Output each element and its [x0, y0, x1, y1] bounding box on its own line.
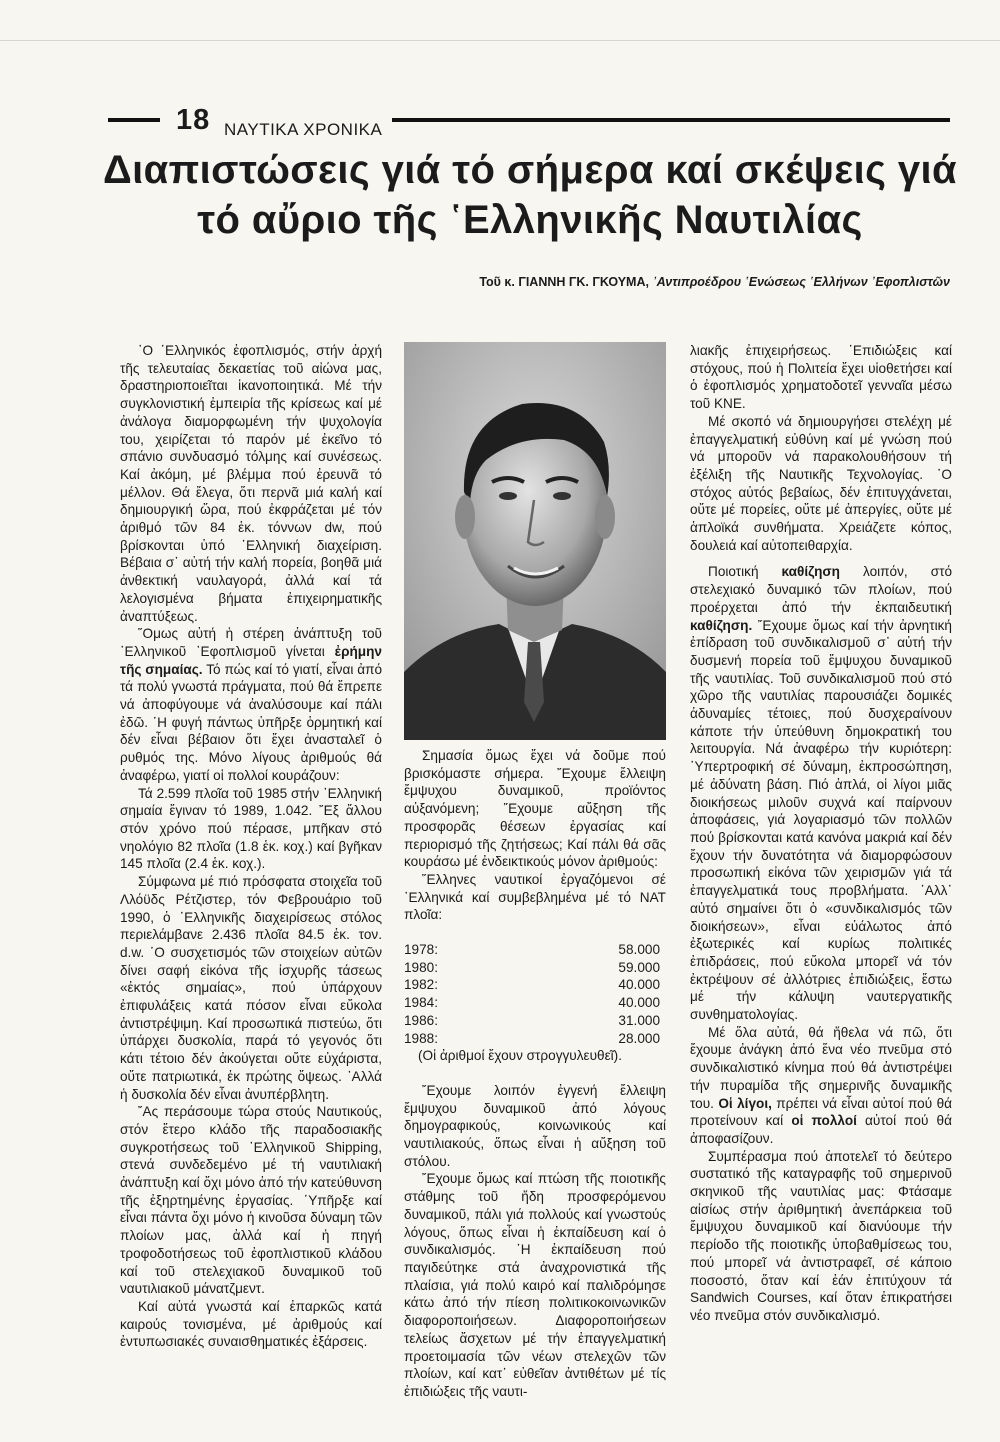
table-year: 1984: [404, 995, 439, 1011]
col1-emphasis-flag: ἐρήμην τῆς σημαίας. [120, 643, 382, 677]
table-row [404, 994, 666, 1012]
table-row [404, 1012, 666, 1030]
col1-paragraph-1: ῾Ο ῾Ελληνικός ἐφοπλισμός, στήν ἀρχή τῆς τελευταίας δεκαετίας τοῦ αἰώνα μας, δραστηριοποιεῖται ἱκανοποιητικά. Μέ τήν συγκλονιστική ἐμπειρία τῆς κρίσεως καί μέ ἀνάλογα διαμορφωμένη τήν ψυχολογία του, χειρίζεται τό παρόν μέ ἐκεῖνο τό σπάνιο συνδυασμό τόλμης καί συνέσεως. Καί ἀκόμη, μέ βλέμμα πού ἐρευνᾶ τό μέλλον. Θά ἔλεγα, ὅτι περνᾶ μιά καλή καί δημιουργική ὥρα, πού ἐκφράζεται μέ τόν ἀριθμό τῶν 84 ἑκ. τόννων dw, πού βρίσκονται ὑπό ῾Ελληνική διαχείριση. Βέβαια σ᾿ αὐτή τήν καλή πορεία, βοηθᾶ μιά ἀνθεκτική ναυλαγορά, ἀλλά καί τά λελογισμένα βήματα ἐπιχειρηματικῆς ἀναπτύξεως. [120, 343, 382, 624]
col2-paragraph-2: ῞Ελληνες ναυτικοί ἐργαζόμενοι σέ ῾Ελληνικά καί συμβεβλημένα μέ τό ΝΑΤ πλοῖα: [404, 871, 666, 923]
col3-emphasis-3: Οἱ λίγοι, [718, 1095, 772, 1111]
col3-paragraph-3-text-a: Ποιοτική [708, 564, 759, 580]
col2-paragraph-3: ῎Εχουμε λοιπόν ἐγγενή ἔλλειψη ἔμψυχου δυναμικοῦ ἀπό λόγους δημογραφικούς, κοινωνικούς καί ναυτιλιακούς, ὅπως εἶναι ἡ αὔξηση τοῦ στόλου. [404, 1082, 666, 1169]
scan-edge-line [0, 40, 1000, 41]
table-year: 1982: [404, 977, 439, 993]
article-column-2 [404, 747, 666, 1401]
table-row [404, 941, 666, 959]
col1-paragraph-5: ῎Ας περάσουμε τώρα στούς Ναυτικούς, στόν ἕτερο κλάδο τῆς παραδοσιακῆς συγκροτήσεως τοῦ ῾Ελληνικοῦ Shipping, στενά συνδεδεμένο μέ τή ναυτιλιακή ἀνάπτυξη καί ὄχι μόνο ἀπό τήν κατεύθυνση τῆς ἐξηρτημένης ἐργασίας. ῾Υπῆρξε καί εἶναι πάντα ὄχι μόνο ἡ κινοῦσα δύναμη τῶν πλοίων μας, ἀλλά καί ἡ πηγή τροφοδοτήσεως τοῦ ἐφοπλιστικοῦ κλάδου καί τοῦ στελεχιακοῦ δυναμικοῦ τοῦ ναυτιλιακοῦ μάνατζμεντ. [120, 1104, 382, 1297]
table-value: 58.000 [618, 942, 660, 958]
article-title [80, 145, 980, 245]
page-number: 18 [176, 104, 211, 136]
table-value: 59.000 [618, 959, 660, 975]
header-rule-right [392, 118, 950, 122]
col3-paragraph-3-text-c: ῎Εχουμε ὅμως καί τήν ἀρνητική ἐπίδραση τοῦ συνδικαλισμοῦ σ᾿ αὐτή τήν δυσμενή πορεία τοῦ ἔμψυχου δυναμικοῦ τῆς ναυτιλίας. Τοῦ συνδικαλισμοῦ πού στό χῶρο τῆς ναυτιλίας παρουσιάζει δομικές ἀδυναμίες τέτοιες, πού δυσχεραίνουν κάποτε τήν ὑπεύθυνη δημοκρατική του λειτουργία. Νά ἀναφέρω τήν κυριότερη: ῾Υπερτροφική σέ δύναμη, ἐκπροσώπηση, μέ ἀδύνατη βάση. Πιό ἁπλά, οἱ λίγοι μιᾶς διοικήσεως μιλοῦν συχνά καί παίρνουν ἀποφάσεις, γιά λογαριασμό τῶν πολλῶν πού βρίσκονται κατά κανόνα μακριά καί δέν ἔχουν τήν δυνατότητα νά διαμορφώσουν προσωπική εἰκόνα τῶν χειρισμῶν γιά τά ἐπαγγελματικά τους προβλήματα. ᾿Αλλ᾿ αὐτό σημαίνει ὅτι ὁ «συνδικαλισμός τῶν διοικήσεων», εἶναι εὐάλωτος ἀπό ἐξωτερικές καί κυρίως πολιτικές ἐπιδράσεις, πού εὔκολα μπορεῖ νά τόν ἐκτρέψουν σέ ἀλλότριες ἐπιδιώξεις, ἔστω μέ τήν κάλυψη ναυτεργατικῆς συνθηματολογίας. [690, 617, 952, 1023]
col3-paragraph-3-text-b: λοιπόν, στό στελεχιακό δυναμικό τῶν πλοίων, πού προέρχεται ἀπό τήν ἐκπαιδευτική [690, 564, 953, 615]
seafarers-table [404, 941, 666, 1047]
col3-paragraph-2: Μέ σκοπό νά δημιουργήσει στελέχη μέ ἐπαγγελματική εὐθύνη καί μέ γνώση πού νά μποροῦν νά παρακολουθήσουν τή ἐξέλιξη τῆς Ναυτικῆς Τεχνολογίας. ῾Ο στόχος αὐτός βεβαίως, δέν ἐπιτυγχάνεται, οὔτε μέ πορείες, οὔτε μέ ἀπεργίες, οὔτε μέ ἁπλοϊκά συνθήματα. Χρειάζετε κόπος, δουλειά καί αὐτοπειθαρχία. [690, 413, 952, 553]
col3-paragraph-4-text-c: αὐτοί πού θά ἀποφασίζουν. [690, 1113, 952, 1146]
col1-paragraph-3: Τά 2.599 πλοῖα τοῦ 1985 στήν ῾Ελληνική σημαία ἔγιναν τό 1989, 1.042. ῎Εξ ἄλλου στόν χρόνο πού πέρασε, μπῆκαν στό νηολόγιο 82 πλοῖα (1.8 ἑκ. κοχ.) καί βγῆκαν 145 πλοῖα (2.4 ἑκ. κοχ.). [120, 785, 382, 872]
table-value: 40.000 [618, 995, 660, 1011]
table-year: 1988: [404, 1030, 439, 1046]
col1-paragraph-6: Καί αὐτά γνωστά καί ἐπαρκῶς κατά καιρούς τονισμένα, μέ ἀριθμούς καί ἐντυπωσιακές συναισθηματικές ἐξάρσεις. [120, 1298, 382, 1350]
col2-paragraph-4: ῎Εχουμε ὅμως καί πτώση τῆς ποιοτικῆς στάθμης τοῦ ἤδη προσφερόμενου δυναμικοῦ, πάλι γιά πολλούς καί γνωστούς λόγους, ὅπως εἶναι ἡ ἐκπαίδευση καί ὁ συνδικαλισμός. ῾Η ἐκπαίδευση πού παγιδεύτηκε στά ἀναχρονιστικά τῆς πλαίσια, γιά πολύ καιρό καί παλιδρόμησε κάτω ἀπό τήν πίεση πολιτικοκοινωνικῶν διαφοροποιήσεων. Διαφοροποιήσεων τελείως ἄσχετων μέ τήν ἐπαγγελματική προετοιμασία τῶν νέων στελεχῶν τῶν πλοίων, καί κατ᾿ εὐθεῖαν ἀντιθέτων μέ τίς ἐπιδιώξεις τῆς ναυτι- [404, 1171, 666, 1399]
table-row [404, 976, 666, 994]
paragraph-gap [690, 554, 952, 563]
table-value: 28.000 [618, 1030, 660, 1046]
table-year: 1978: [404, 942, 439, 958]
col1-paragraph-2 [120, 625, 382, 784]
col3-paragraph-4 [690, 1024, 952, 1148]
col1-paragraph-4: Σύμφωνα μέ πιό πρόσφατα στοιχεῖα τοῦ Λλόϋδς Ρέτζιστερ, τόν Φεβρουάριο τοῦ 1990, ὁ ῾Ελληνικῆς διαχειρίσεως στόλος περιελάμβανε 2.436 πλοῖα 84.5 ἑκ. τον. d.w. ῾Ο συσχετισμός τῶν στοιχείων αὐτῶν δίνει σαφή εἰκόνα τῆς ἰσχυρῆς τάσεως «ἐκτός σημαίας», πού ὑπάρχουν ἐπιφυλάξεις κατά πόσον εἶναι εὔκολα ἀντιστρέψιμη. Καί προσωπικά πιστεύω, ὅτι ὑπάρχει δυσκολία, παρά τό γεγονός ὅτι κάτι τέτοιο δέν ἀκούγεται οὔτε εὐχάριστα, οὔτε πατριωτικά, ἐκ πρώτης ὄψεως. ᾿Αλλά ἡ δυσκολία δέν εἶναι ἀνυπέρβλητη. [120, 874, 382, 1102]
col1-paragraph-2-text-b: Τό πώς καί τό γιατί, εἶναι ἀπό τά πολύ γνωστά πράγματα, πού θά ἔπρεπε νά ἀποφύγουμε νά ἀναλύσουμε καί πάλι ἐδῶ. ῾Η φυγή πάντως ὑπῆρξε ὁρμητική καί δέν εἶναι βέβαιον ὅτι ἔχει ἀνασταλεῖ ὁ ρυθμός της. Μόνο λίγους ἀριθμούς θά ἀναφέρω, γιατί οἱ πολλοί κουράζουν: [120, 661, 383, 783]
article-title-line-1: Διαπιστώσεις γιά τό σήμερα καί σκέψεις γιά [102, 148, 958, 192]
author-portrait [404, 342, 666, 740]
col3-emphasis-4: οἱ πολλοί [791, 1113, 857, 1129]
paragraph-gap [404, 1065, 666, 1082]
table-row [404, 1030, 666, 1048]
header-rule-left [108, 118, 160, 122]
col3-paragraph-4-text-a: Μέ ὅλα αὐτά, θά ἤθελα νά πῶ, ὅτι ἔχουμε ἀνάγκη ἀπό ἕνα νέο πνεῦμα στό συνδικαλιστικό κίνημα πού θά ἀντιστρέψει τήν πυραμίδα τῆς σημερινῆς δυναμικῆς του. [690, 1024, 952, 1111]
section-name: ΝΑΥΤΙΚΑ ΧΡΟΝΙΚΑ [224, 120, 383, 139]
table-row [404, 959, 666, 977]
col3-paragraph-1: λιακῆς ἐπιχειρήσεως. ᾿Επιδιώξεις καί στόχους, πού ἡ Πολιτεία ἔχει υἱοθετήσει καί ὁ ἐφοπλισμός χρηματοδοτεῖ γενναῖα μέσω τοῦ ΚΝΕ. [690, 343, 952, 412]
article-column-3 [690, 342, 952, 1325]
col2-paragraph-1: Σημασία ὅμως ἔχει νά δοῦμε πού βρισκόμαστε σήμερα. ῎Εχουμε ἔλλειψη ἔμψυχου δυναμικοῦ, προϊόντος αὐξανόμενη; ῎Εχουμε αὔξηση τῆς προσφορᾶς θέσεων ἐργασίας καί περιορισμό τῆς ζητήσεως; Καί πάλι θά σᾶς κουράσω μέ ἐνδεικτικούς μόνον ἀριθμούς: [404, 748, 666, 870]
col3-emphasis-1: καθίζηση [781, 564, 840, 580]
table-year: 1986: [404, 1012, 439, 1028]
col3-emphasis-2: καθίζηση. [690, 617, 753, 633]
table-year: 1980: [404, 959, 439, 975]
byline-author: Τοῦ κ. ΓΙΑΝΝΗ ΓΚ. ΓΚΟΥΜΑ, [479, 275, 649, 289]
col3-paragraph-3 [690, 563, 952, 1023]
table-value: 31.000 [618, 1012, 660, 1028]
article-column-1 [120, 342, 382, 1351]
article-title-line-2: τό αὔριο τῆς ῾Ελληνικῆς Ναυτιλίας [197, 198, 863, 242]
byline [320, 275, 950, 289]
portrait-photo [404, 342, 666, 740]
col1-paragraph-2-text-a: ῞Ομως αὐτή ἡ στέρεη ἀνάπτυξη τοῦ ῾Ελληνικοῦ ᾿Εφοπλισμοῦ γίνεται [120, 626, 382, 659]
col3-paragraph-4-text-b: πρέπει νά εἶναι αὐτοί πού θά προτείνουν καί [690, 1095, 952, 1129]
table-value: 40.000 [618, 977, 660, 993]
col3-paragraph-5: Συμπέρασμα πού ἀποτελεῖ τό δεύτερο συστατικό τῆς καταγραφῆς τοῦ σημερινοῦ σκηνικοῦ τῆς ναυτιλίας μας: Φτάσαμε αἰσίως στήν ἀριθμητική ἀνεπάρκεια τοῦ ἔμψυχου δυναμικοῦ καί διανύουμε τήν περίοδο τῆς ποιοτικῆς ὑποβαθμίσεως του, πού μπορεῖ νά ἀντιστραφεῖ, σέ κάποιο ποσοστό, ὅταν καί ἐάν ἐπιτύχουν τά Sandwich Courses, καί ὅταν ἐπικρατήσει νέο πνεῦμα στόν συνδικαλισμό. [690, 1148, 952, 1323]
table-note: (Οἱ ἀριθμοί ἔχουν στρογγυλευθεῖ). [418, 1048, 622, 1064]
byline-role: ᾿Αντιπροέδρου ῾Ενώσεως ῾Ελλήνων ᾿Εφοπλιστῶν [652, 275, 950, 289]
